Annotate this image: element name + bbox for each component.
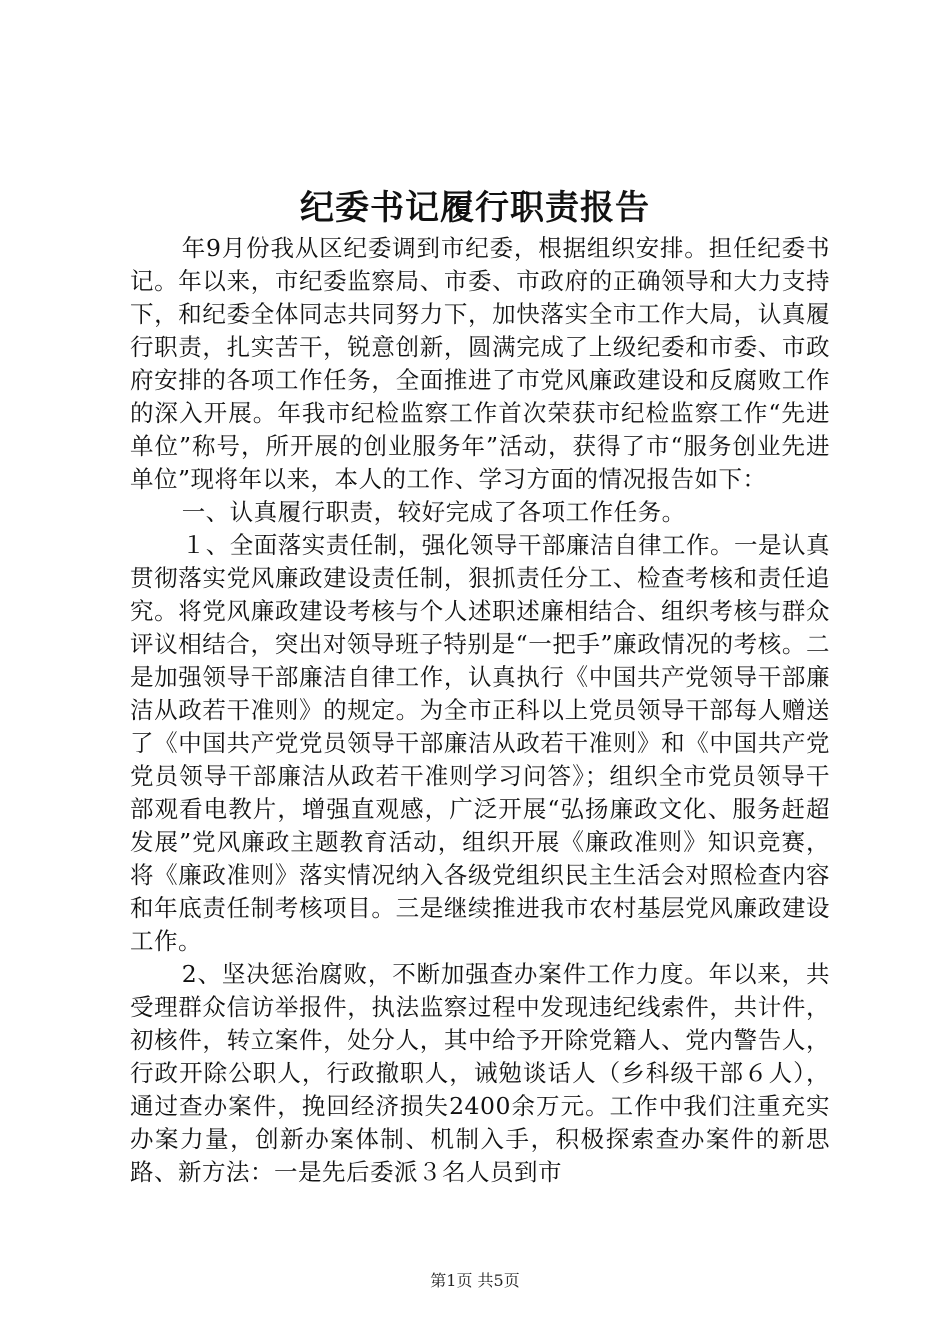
paragraph-intro: 年9月份我从区纪委调到市纪委，根据组织安排。担任纪委书记。年以来，市纪委监察局、市委、市政府的正确领导和大力支持下，和纪委全体同志共同努力下，加快落实全市工作大局，认真履行职责，扎实苦干，锐意创新，圆满完成了上级纪委和市委、市政府安排的各项工作任务，全面推进了市党风廉政建设和反腐败工作的深入开展。年我市纪检监察工作首次荣获市纪检监察工作“先进单位”称号，所开展的创业服务年”活动，获得了市“服务创业先进单位”现将年以来，本人的工作、学习方面的情况报告如下： bbox=[130, 234, 830, 493]
document-body bbox=[130, 232, 830, 1189]
paragraph-item-1: １、全面落实责任制，强化领导干部廉洁自律工作。一是认真贯彻落实党风廉政建设责任制，狠抓责任分工、检查考核和责任追究。将党风廉政建设考核与个人述职述廉相结合、组织考核与群众评议相结合，突出对领导班子特别是“一把手”廉政情况的考核。二是加强领导干部廉洁自律工作，认真执行《中国共产党领导干部廉洁从政若干准则》的规定。为全市正科以上党员领导干部每人赠送了《中国共产党党员领导干部廉洁从政若干准则》和《中国共产党党员领导干部廉洁从政若干准则学习问答》；组织全市党员领导干部观看电教片，增强直观感，广泛开展“弘扬廉政文化、服务赶超发展”党风廉政主题教育活动，组织开展《廉政准则》知识竞赛，将《廉政准则》落实情况纳入各级党组织民主生活会对照检查内容和年底责任制考核项目。三是继续推进我市农村基层党风廉政建设工作。 bbox=[130, 531, 830, 955]
paragraph-item-2: 2、坚决惩治腐败，不断加强查办案件工作力度。年以来，共受理群众信访举报件，执法监察过程中发现违纪线索件，共计件，初核件，转立案件，处分人，其中给予开除党籍人、党内警告人，行政开除公职人，行政撤职人，诫勉谈话人（乡科级干部６人），通过查办案件，挽回经济损失2400余万元。工作中我们注重充实办案力量，创新办案体制、机制入手，积极探索查办案件的新思路、新方法：一是先后委派３名人员到市 bbox=[130, 960, 830, 1186]
document-title: 纪委书记履行职责报告 bbox=[300, 188, 650, 228]
page-footer: 第1页 共5页 bbox=[430, 1271, 520, 1290]
section-heading-1: 一、认真履行职责，较好完成了各项工作任务。 bbox=[181, 498, 686, 526]
